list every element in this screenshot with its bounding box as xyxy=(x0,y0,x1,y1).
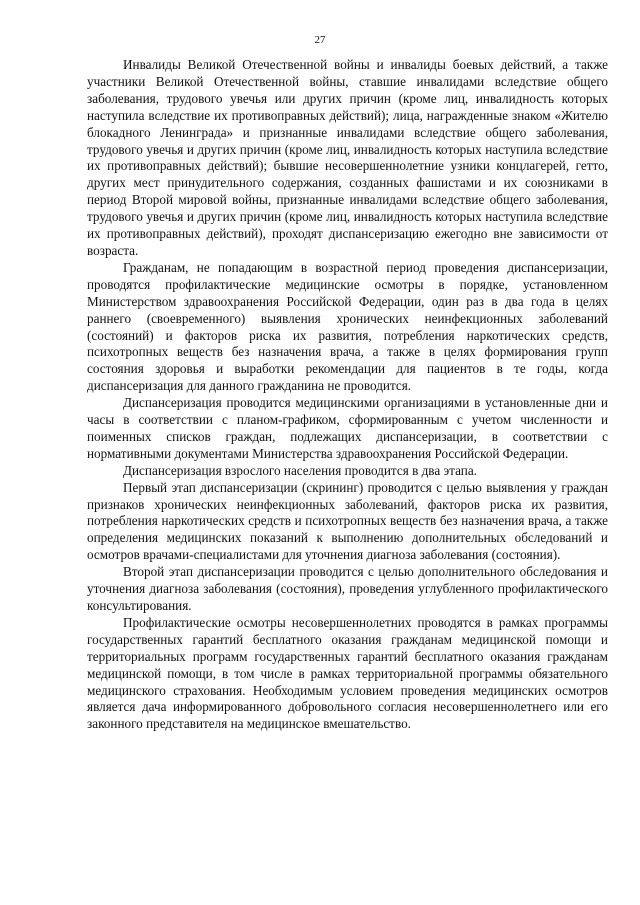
paragraph-second-stage: Второй этап диспансеризации проводится с целью дополнительного обследования и уточнения диагноза заболевания (состояния), проведения углубленного профилактического консультирования. xyxy=(87,564,608,613)
paragraph-two-stages: Диспансеризация взрослого населения проводится в два этапа. xyxy=(123,462,477,478)
paragraph-schedule: Диспансеризация проводится медицинскими организациями в установленные дни и часы в соответствии с планом-графиком, сформированным с учетом численности и поименных списков граждан, подлежащих диспансеризации, в соответствии с нормативными документами Министерства здравоохранения Российской Федерации. xyxy=(87,395,608,461)
paragraph-first-stage: Первый этап диспансеризации (скрининг) проводится с целью выявления у граждан признаков хронических неинфекционных заболеваний, факторов риска их развития, потребления наркотических средств и психотропных веществ без назначения врача, а также определения медицинских показаний к выполнению дополнительных обследований и осмотров врачами-специалистами для уточнения диагноза заболевания (состояния). xyxy=(87,479,608,563)
page-number: 27 xyxy=(314,34,326,46)
document-body xyxy=(87,57,608,733)
paragraph-minors-exams: Профилактические осмотры несовершеннолетних проводятся в рамках программы государственных гарантий бесплатного оказания гражданам медицинской помощи и территориальных программ государственных гарантий бесплатного оказания гражданам медицинской помощи, в том числе в рамках территориальной программы обязательного медицинского страхования. Необходимым условием проведения медицинских осмотров является дача информированного добровольного согласия несовершеннолетнего или его законного представителя на медицинское вмешательство. xyxy=(87,614,608,732)
paragraph-preventive-exams: Гражданам, не попадающим в возрастной период проведения диспансеризации, проводятся профилактические медицинские осмотры в порядке, установленном Министерством здравоохранения Российской Федерации, один раз в два года в целях раннего (своевременного) выявления хронических неинфекционных заболеваний (состояний) и факторов риска их развития, потребления наркотических средств, психотропных веществ без назначения врача, а также в целях формирования групп состояния здоровья и выработки рекомендации для пациентов в те годы, когда диспансеризация для данного гражданина не проводится. xyxy=(87,259,608,394)
paragraph-disabled-veterans: Инвалиды Великой Отечественной войны и инвалиды боевых действий, а также участники Великой Отечественной войны, ставшие инвалидами вследствие общего заболевания, трудового увечья или других причин (кроме лиц, инвалидность которых наступила вследствие их противоправных действий); лица, награжденные знаком «Жителю блокадного Ленинграда» и признанные инвалидами вследствие общего заболевания, трудового увечья и других причин (кроме лиц, инвалидность которых наступила вследствие их противоправных действий); бывшие несовершеннолетние узники концлагерей, гетто, других мест принудительного содержания, созданных фашистами и их союзниками в период Второй мировой войны, признанные инвалидами вследствие общего заболевания, трудового увечья и других причин (кроме лиц, инвалидность которых наступила вследствие их противоправных действий), проходят диспансеризацию ежегодно вне зависимости от возраста. xyxy=(87,57,608,258)
